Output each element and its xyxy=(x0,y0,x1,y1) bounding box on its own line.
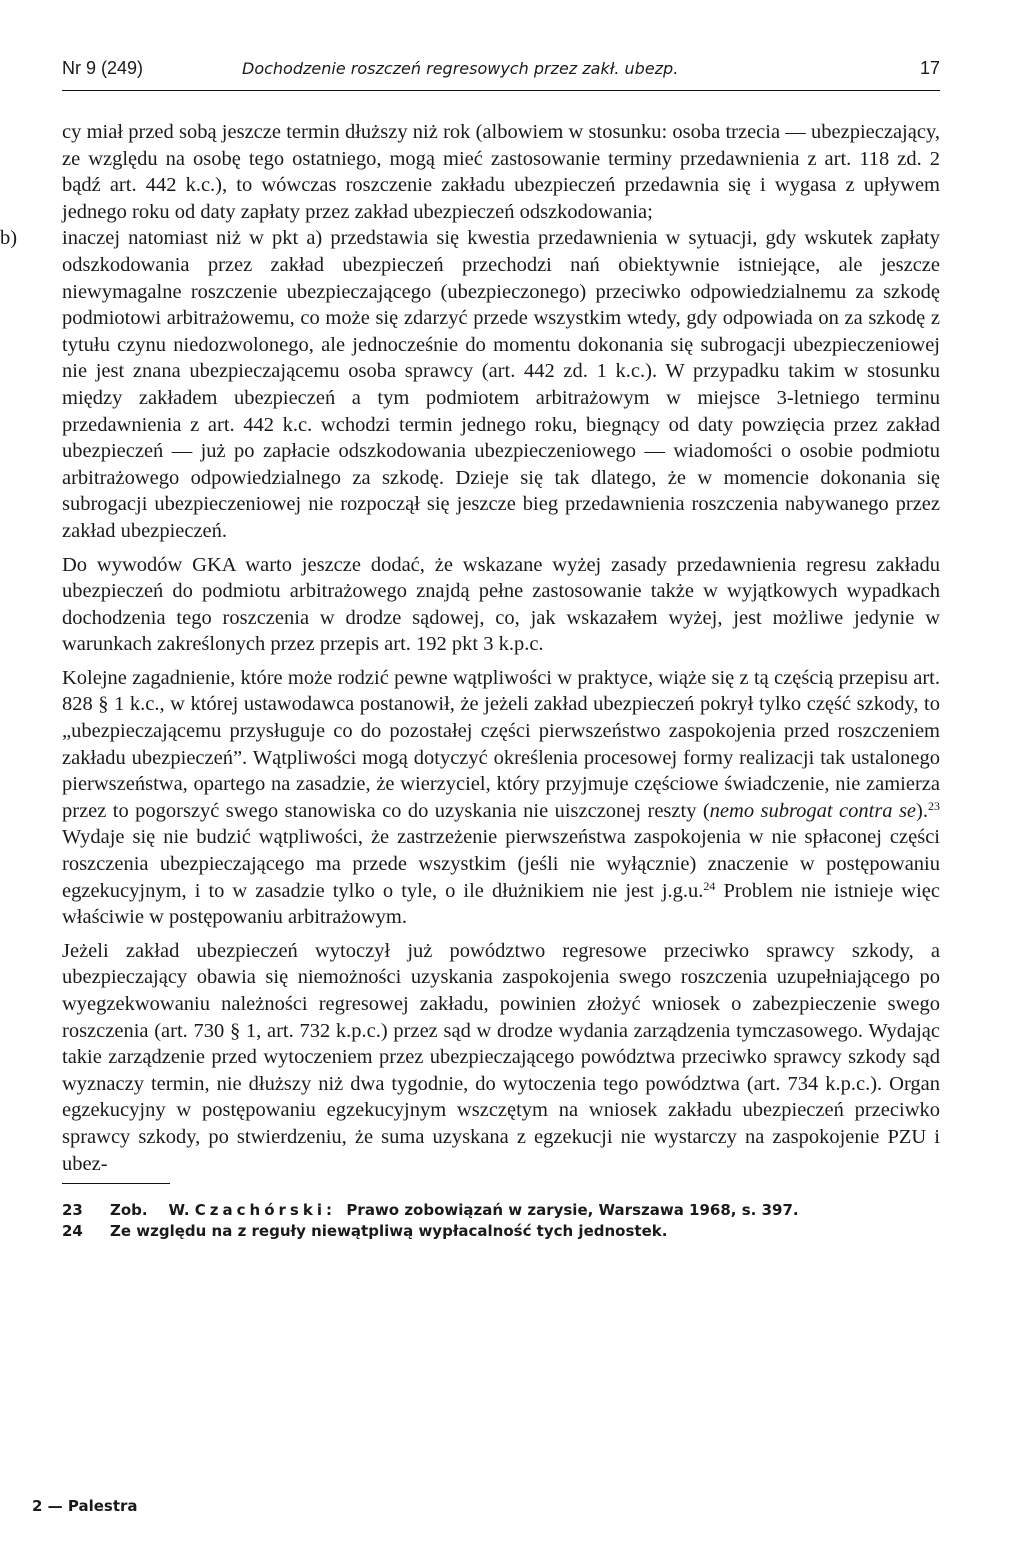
footnote-lead: Zob. xyxy=(110,1201,148,1220)
page-number: 17 xyxy=(919,58,940,78)
paragraph-gka: Do wywodów GKA warto jeszcze dodać, że wskazane wyżej zasady przedawnienia regresu zakładu ubezpieczeń do podmiotu arbitrażowego znajdą pełne zastosowanie także w wyjątkowych wypadkach dochodzenia tego roszczenia w drodze sądowej, co, jak wskazałem wyżej, jest możliwe jedynie w warunkach zakreślonych przez przepis art. 192 pkt 3 k.p.c. xyxy=(62,553,940,656)
footnote-number: 24 xyxy=(62,1222,83,1241)
list-item-b-text: inaczej natomiast niż w pkt a) przedstawia się kwestia przedawnienia w sytuacji, gdy wskutek zapłaty odszkodowania przez zakład ubezpieczeń przechodzi nań obiektywnie istniejące, ale jeszcze niewymagalne roszczenie ubezpieczającego (ubezpieczonego) przeciwko odpowiedzialnemu za szkodę podmiotowi arbitrażowemu, co może się zdarzyć przede wszystkim wtedy, gdy odpowiada on za szkodę z tytułu czynu niedozwolonego, ale jednocześnie do momentu dokonania się subrogacji ubezpieczeniowej nie jest znana ubezpieczającemu osoba sprawcy (art. 442 zd. 1 k.c.). W przypadku takim w stosunku między zakładem ubezpieczeń a tym podmiotem arbitrażowym w miejsce 3-letniego terminu przedawnienia z art. 442 k.c. wchodzi termin jednego roku, biegnący od daty powzięcia przez zakład ubezpieczeń — już po zapłacie odszkodowania ubezpieczeniowego — wiadomości o osobie podmiotu arbitrażowego odpowiedzialnego za szkodę. Dzieje się tak dlatego, że w momencie dokonania się subrogacji ubezpieczeniowej nie rozpoczął się jeszcze bieg przedawnienia roszczenia nabywanego przez zakład ubezpieczeń. xyxy=(62,227,940,542)
header-rule xyxy=(62,90,940,91)
paragraph-pierwszenstwo xyxy=(62,665,940,931)
latin-phrase: nemo subrogat contra se xyxy=(709,799,917,822)
footnote-23 xyxy=(62,1200,940,1221)
list-marker-b: b) xyxy=(0,227,18,250)
paragraph-text: ). xyxy=(916,799,928,822)
footnote-initial: W. xyxy=(168,1201,190,1220)
footnote-rule xyxy=(62,1183,170,1184)
footnote-text: Ze względu na z reguły niewątpliwą wypłacalność tych jednostek. xyxy=(110,1222,668,1241)
footnotes xyxy=(62,1200,940,1242)
running-title: Dochodzenie roszczeń regresowych przez zakł. ubezp. xyxy=(242,59,679,78)
signature-mark: 2 — Palestra xyxy=(32,1497,138,1515)
footnote-24 xyxy=(62,1221,940,1242)
paragraph-zabezpieczenie: Jeżeli zakład ubezpieczeń wytoczył już powództwo regresowe przeciwko sprawcy szkody, a ubezpieczający obawia się niemożności uzyskania zaspokojenia swego roszczenia uzupełniającego po wyegzekwowaniu należności regresowej zakładu, powinien złożyć wniosek o zabezpieczenie swego roszczenia (art. 730 § 1, art. 732 k.p.c.) przez sąd w drodze wydania zarządzenia tymczasowego. Wydając takie zarządzenie przed wytoczeniem przez ubezpieczającego powództwa przeciwko sprawcy szkody sąd wyznaczy termin, nie dłuższy niż dwa tygodnie, do wytoczenia tego powództwa (art. 734 k.p.c.). Organ egzekucyjny w postępowaniu egzekucyjnym wszczętym na wniosek zakładu ubezpieczeń przeciwko sprawcy szkody, po stwierdzeniu, że suma uzyskana z egzekucji nie wystarczy na zaspokojenie PZU i ubez- xyxy=(62,939,940,1175)
continuation-paragraph: cy miał przed sobą jeszcze termin dłuższy niż rok (albowiem w stosunku: osoba trzecia — ubezpieczający, ze względu na osobę tego ostatniego, mogą mieć zastosowanie terminy przedawnienia z art. 118 zd. 2 bądź art. 442 k.c.), to wówczas roszczenie zakładu ubezpieczeń przedawnia się i wygasa z upływem jednego roku od daty zapłaty przez zakład ubezpieczeń odszkodowania; xyxy=(62,121,940,223)
footnote-ref-23: 23 xyxy=(928,798,940,813)
footnote-text xyxy=(110,1200,799,1221)
footnote-author: Czachórski: xyxy=(194,1201,336,1220)
paragraph-text: Wydaje się nie budzić wątpliwości, że zastrzeżenie pierwszeństwa zaspokojenia w nie spłaconej części roszczenia ubezpieczającego ma przede wszystkim (jeśli nie wyłącznie) znaczenie w postępowaniu egzekucyjnym, i to w zasadzie tylko o tyle, o ile dłużnikiem nie jest j.g.u. xyxy=(62,826,940,902)
footnote-ref-24: 24 xyxy=(703,878,716,893)
page-header xyxy=(62,58,940,86)
issue-number: Nr 9 (249) xyxy=(62,58,144,78)
body-text xyxy=(0,119,940,1177)
document-page xyxy=(0,58,940,1242)
list-item-b xyxy=(0,225,940,544)
paragraph-text: Problem nie istnieje więc właściwie w postępowaniu arbitrażowym. xyxy=(62,879,940,929)
paragraph-text: Kolejne zagadnienie, które może rodzić pewne wątpliwości w praktyce, wiąże się z tą częścią przepisu art. 828 § 1 k.c., w której ustawodawca postanowił, że jeżeli zakład ubezpieczeń pokrył tylko część szkody, to „ubezpieczającemu przysługuje co do pozostałej części pierwszeństwo zaspokojenia przed roszczeniem zakładu ubezpieczeń”. Wątpliwości mogą dotyczyć określenia procesowej formy realizacji tak ustalonego pierwszeństwa, opartego na zasadzie, że wierzyciel, który przyjmuje częściowe świadczenie, nie zamierza przez to pogorszyć swego stanowiska co do uzyskania nie uiszczonej reszty ( xyxy=(62,666,940,822)
footnote-number: 23 xyxy=(62,1201,83,1220)
footnote-work: Prawo zobowiązań w zarysie, Warszawa 1968, s. 397. xyxy=(346,1201,799,1220)
